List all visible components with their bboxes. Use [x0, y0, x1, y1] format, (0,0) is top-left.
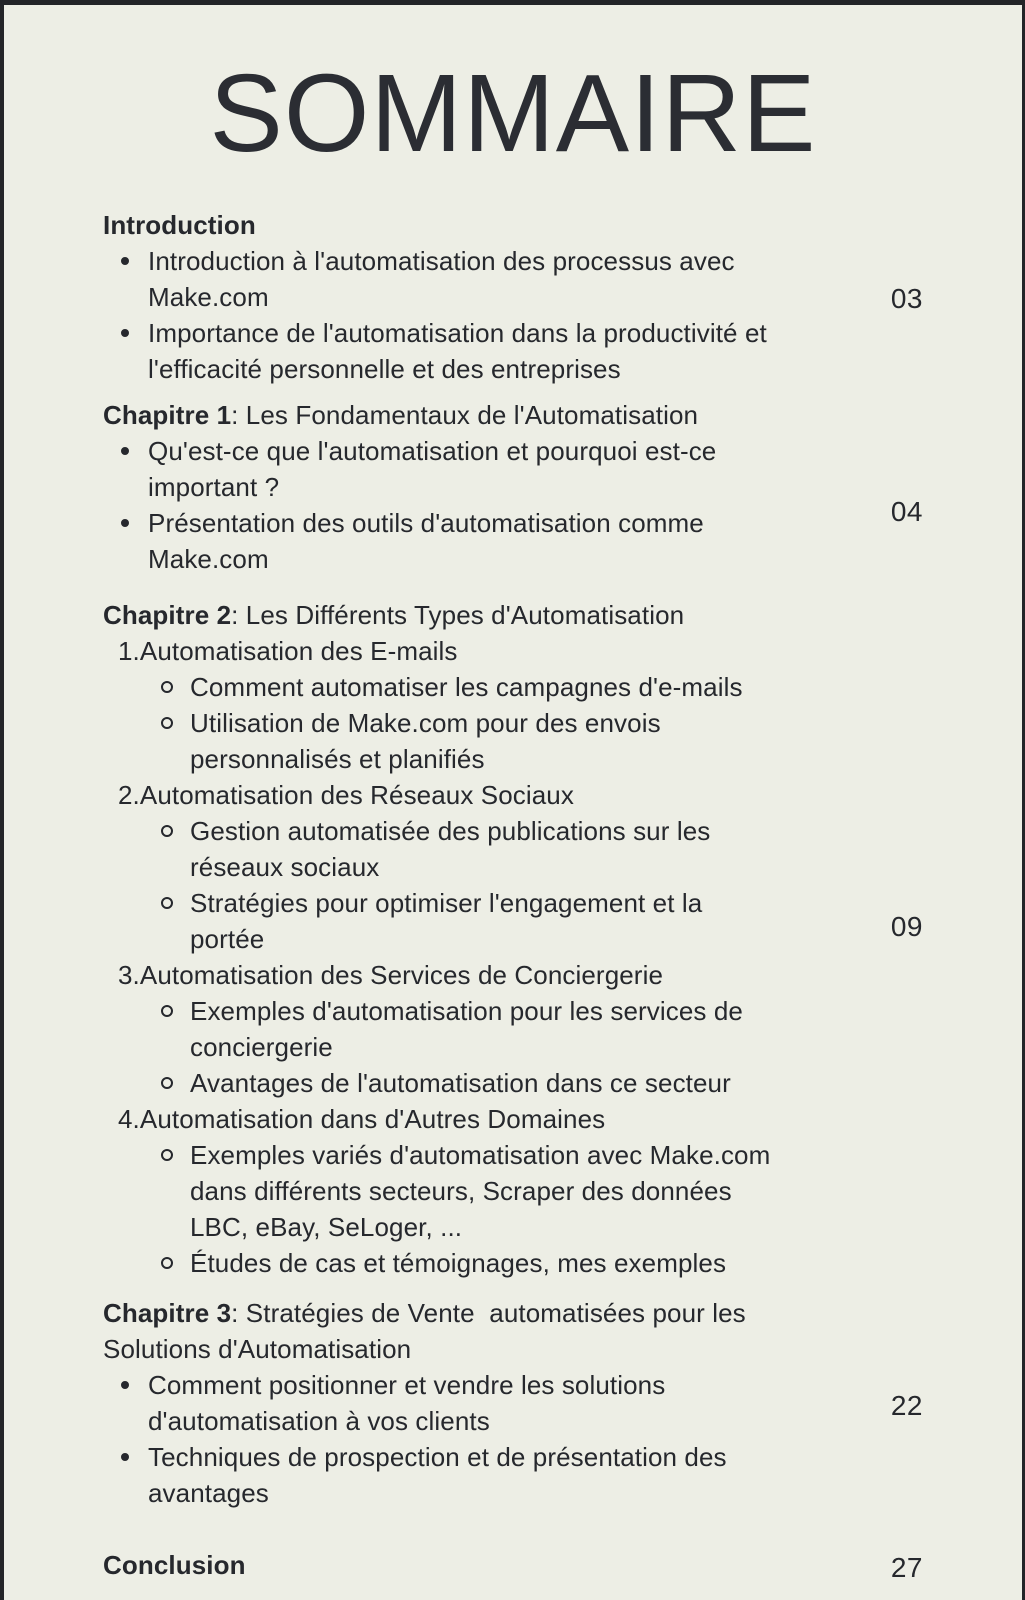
bullet-circle-icon — [161, 825, 173, 837]
section-chapitre-2 — [4, 597, 1022, 1281]
section-chapitre-3 — [4, 1295, 1022, 1511]
toc-entry-text: l'efficacité personnelle et des entreprises — [148, 354, 621, 384]
toc-entry-text: important ? — [148, 472, 280, 502]
toc-entry-numbered — [4, 777, 1022, 813]
toc-subentry-continuation — [4, 741, 1022, 777]
table-of-contents — [4, 207, 1022, 1583]
toc-entry-text: LBC, eBay, SeLoger, ... — [190, 1212, 463, 1242]
toc-subentry — [4, 813, 1022, 849]
toc-entry — [4, 433, 1022, 469]
section-heading — [4, 597, 1022, 633]
bullet-dot-icon — [121, 519, 129, 527]
page-title: SOMMAIRE — [209, 52, 817, 175]
bullet-circle-icon — [161, 1005, 173, 1017]
toc-subentry — [4, 993, 1022, 1029]
toc-entry-text: Introduction à l'automatisation des processus avec — [148, 246, 735, 276]
page-number-chapitre-3: 22 — [890, 1390, 923, 1421]
section-heading-rest: : Les Différents Types d'Automatisation — [231, 600, 685, 630]
section-heading — [4, 397, 1022, 433]
toc-subentry-continuation — [4, 1173, 1022, 1209]
toc-entry — [4, 243, 1022, 279]
toc-entry-text: Présentation des outils d'automatisation comme — [148, 508, 704, 538]
toc-entry — [4, 315, 1022, 351]
bullet-dot-icon — [121, 447, 129, 455]
toc-entry-text: Exemples d'automatisation pour les services de — [190, 996, 743, 1026]
toc-entry-numbered — [4, 957, 1022, 993]
toc-subentry — [4, 885, 1022, 921]
section-heading-continuation — [4, 1331, 1022, 1367]
bullet-circle-icon — [161, 1077, 173, 1089]
toc-entry-text: Études de cas et témoignages, mes exemples — [190, 1248, 727, 1278]
toc-subentry-continuation — [4, 921, 1022, 957]
toc-subentry — [4, 705, 1022, 741]
bullet-circle-icon — [161, 1149, 173, 1161]
bullet-dot-icon — [121, 1453, 129, 1461]
toc-entry-numbered — [4, 633, 1022, 669]
section-introduction — [4, 207, 1022, 387]
toc-entry-continuation — [4, 541, 1022, 577]
toc-subentry — [4, 669, 1022, 705]
toc-entry-text: réseaux sociaux — [190, 852, 380, 882]
toc-subentry — [4, 1065, 1022, 1101]
bullet-circle-icon — [161, 717, 173, 729]
bullet-dot-icon — [121, 329, 129, 337]
toc-subentry-continuation — [4, 1029, 1022, 1065]
bullet-circle-icon — [161, 897, 173, 909]
toc-entry-text: Stratégies pour optimiser l'engagement et la — [190, 888, 703, 918]
toc-entry-text: Comment automatiser les campagnes d'e-mails — [190, 672, 743, 702]
toc-entry — [4, 1439, 1022, 1475]
toc-entry-text: dans différents secteurs, Scraper des données — [190, 1176, 732, 1206]
section-heading-rest: : Stratégies de Vente automatisées pour les — [231, 1298, 746, 1328]
toc-entry-text: 1.Automatisation des E-mails — [118, 636, 458, 666]
toc-entry-continuation — [4, 1475, 1022, 1511]
toc-entry-text: Importance de l'automatisation dans la productivité et — [148, 318, 767, 348]
bullet-circle-icon — [161, 681, 173, 693]
toc-entry-continuation — [4, 469, 1022, 505]
page-number-conclusion: 27 — [890, 1552, 923, 1583]
section-heading-rest: : Les Fondamentaux de l'Automatisation — [231, 400, 699, 430]
toc-entry-text: avantages — [148, 1478, 269, 1508]
toc-entry-text: Techniques de prospection et de présentation des — [148, 1442, 727, 1472]
section-heading-bold: Conclusion — [103, 1550, 246, 1580]
section-chapitre-1 — [4, 397, 1022, 577]
bullet-dot-icon — [121, 1381, 129, 1389]
toc-entry-text: Make.com — [148, 282, 269, 312]
toc-subentry — [4, 1137, 1022, 1173]
page-number-chapitre-1: 04 — [890, 496, 923, 527]
toc-entry-text: 4.Automatisation dans d'Autres Domaines — [118, 1104, 606, 1134]
toc-entry-text: Gestion automatisée des publications sur les — [190, 816, 711, 846]
toc-entry-text: Avantages de l'automatisation dans ce secteur — [190, 1068, 731, 1098]
toc-entry-text: Make.com — [148, 544, 269, 574]
section-conclusion — [4, 1547, 1022, 1583]
toc-entry-text: Utilisation de Make.com pour des envois — [190, 708, 661, 738]
page-number-introduction: 03 — [890, 283, 923, 314]
toc-entry-continuation — [4, 1403, 1022, 1439]
toc-entry-text: portée — [190, 924, 265, 954]
toc-entry-text: Exemples variés d'automatisation avec Make.com — [190, 1140, 771, 1170]
toc-entry-text: 3.Automatisation des Services de Conciergerie — [118, 960, 664, 990]
bullet-circle-icon — [161, 1257, 173, 1269]
toc-entry — [4, 505, 1022, 541]
toc-entry-text: Qu'est-ce que l'automatisation et pourquoi est-ce — [148, 436, 717, 466]
toc-entry — [4, 1367, 1022, 1403]
toc-entry-continuation — [4, 351, 1022, 387]
section-heading-bold: Chapitre 3 — [103, 1298, 232, 1328]
toc-entry-text: conciergerie — [190, 1032, 333, 1062]
toc-entry-text: 2.Automatisation des Réseaux Sociaux — [118, 780, 574, 810]
toc-subentry-continuation — [4, 849, 1022, 885]
section-heading-bold: Chapitre 1 — [103, 400, 232, 430]
section-heading-rest: Solutions d'Automatisation — [103, 1334, 412, 1364]
toc-subentry-continuation — [4, 1209, 1022, 1245]
toc-entry-text: personnalisés et planifiés — [190, 744, 485, 774]
toc-entry-text: Comment positionner et vendre les solutions — [148, 1370, 666, 1400]
page-number-chapitre-2: 09 — [890, 911, 923, 942]
section-heading — [4, 1295, 1022, 1331]
toc-entry-continuation — [4, 279, 1022, 315]
section-heading — [4, 207, 1022, 243]
toc-entry-numbered — [4, 1101, 1022, 1137]
section-heading — [4, 1547, 1022, 1583]
bullet-dot-icon — [121, 257, 129, 265]
toc-entry-text: d'automatisation à vos clients — [148, 1406, 490, 1436]
section-heading-bold: Introduction — [103, 210, 256, 240]
section-heading-bold: Chapitre 2 — [103, 600, 232, 630]
toc-subentry — [4, 1245, 1022, 1281]
